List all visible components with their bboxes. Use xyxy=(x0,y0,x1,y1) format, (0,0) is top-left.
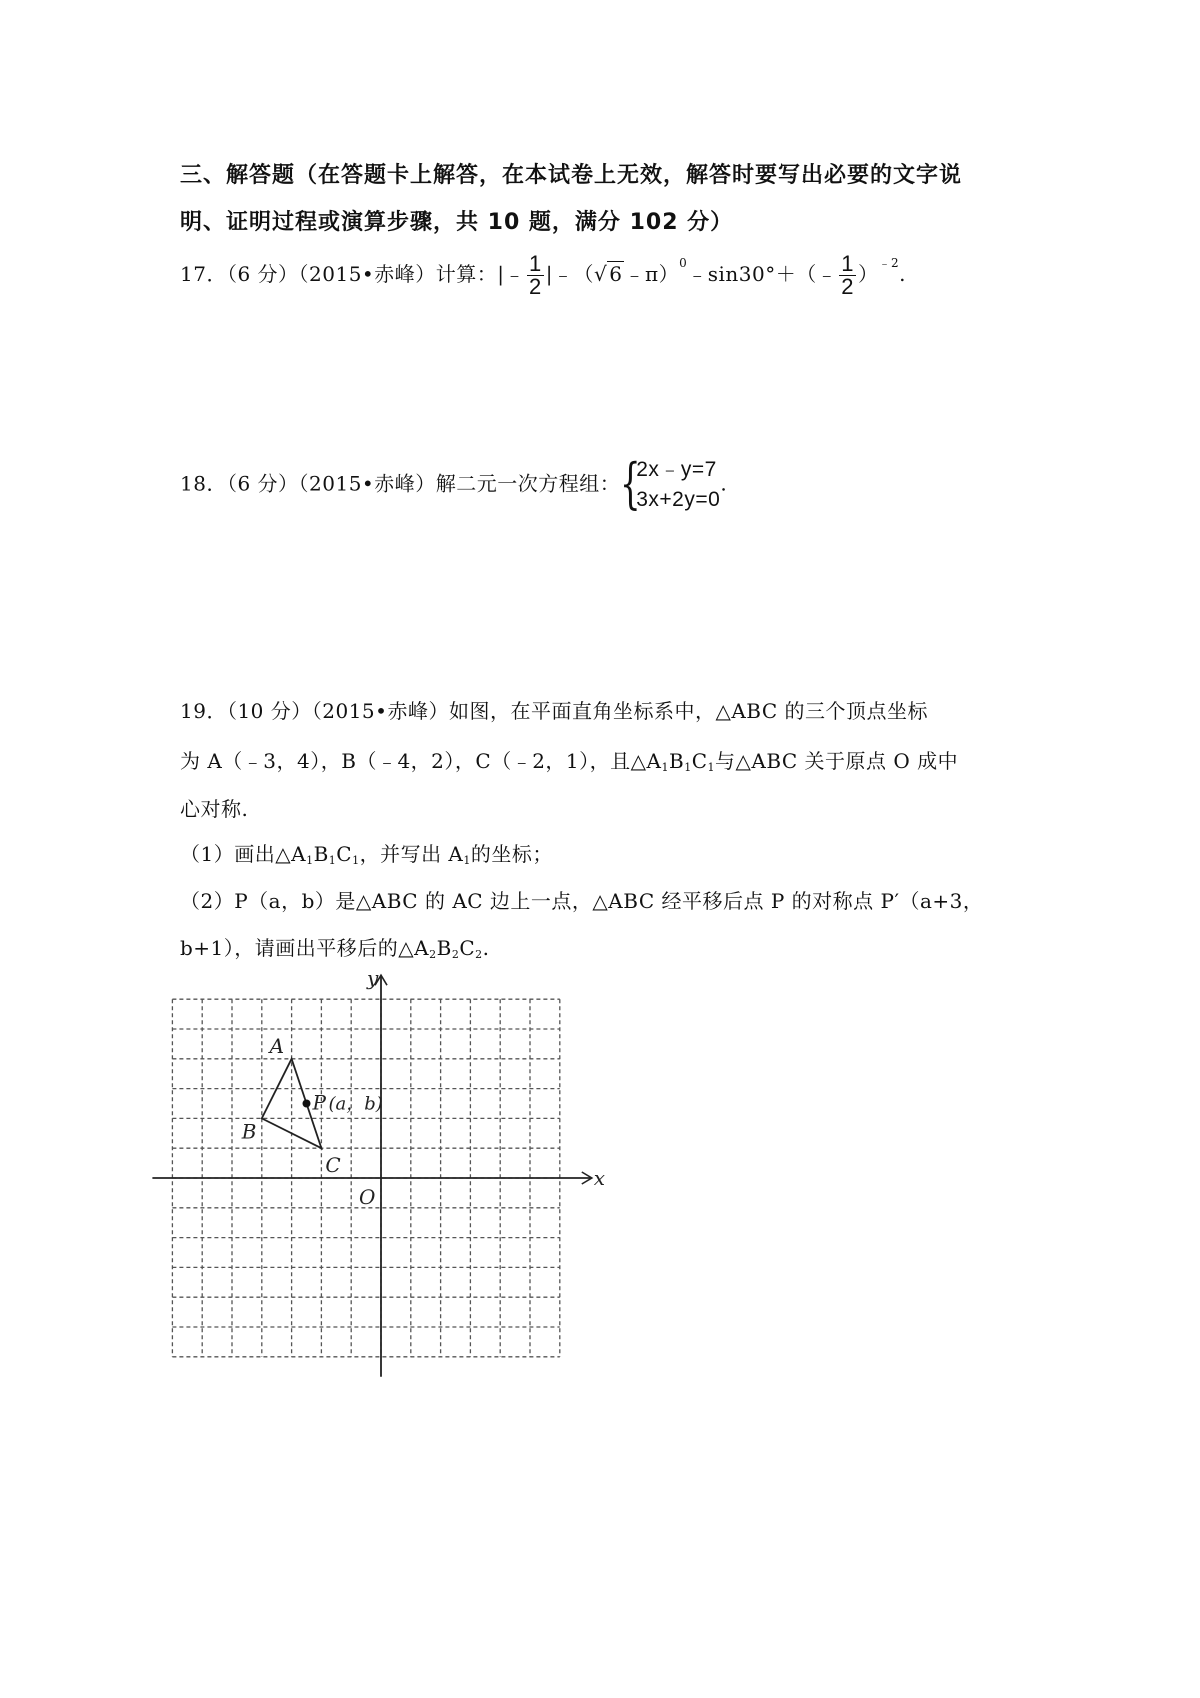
q17-frac2-num: 1 xyxy=(841,251,855,276)
q17-end: . xyxy=(899,262,907,286)
point-label-p: P xyxy=(312,1090,326,1115)
q19-line1: 19．（10 分）（2015•赤峰）如图，在平面直角坐标系中，△ABC 的三个顶点坐标 xyxy=(180,699,929,723)
q19-p1-d: ，并写出 A xyxy=(359,842,464,866)
q19-p1-sub3: 1 xyxy=(352,854,360,867)
q18-prefix: 18．（6 分）（2015•赤峰）解二元一次方程组： xyxy=(180,471,621,496)
q18-equation-1: 2x﹣y=7 xyxy=(636,458,717,481)
q19-p1-e: 的坐标； xyxy=(470,842,553,866)
q17-sqrt-value: 6 xyxy=(609,262,623,286)
q19-p2-c: C xyxy=(459,936,476,960)
q19-p1-sub2: 1 xyxy=(328,854,337,867)
q17-frac-num: 1 xyxy=(528,251,542,276)
q19-p2-a: b+1），请画出平移后的△A xyxy=(180,936,430,960)
q17-sqrt-sign: √ xyxy=(593,262,608,286)
section-heading-line2: 明、证明过程或演算步骤，共 10 题，满分 102 分） xyxy=(180,210,734,235)
q17-frac2-den: 2 xyxy=(841,274,855,299)
q18-equation-2: 3x+2y=0 xyxy=(636,488,721,511)
axis-label-y: y xyxy=(367,966,379,991)
vertex-label-a: A xyxy=(269,1033,285,1058)
q19-line2-sub1: 1 xyxy=(661,761,669,774)
q18-brace: { xyxy=(620,452,642,515)
q17-abs-close: |﹣（ xyxy=(545,262,594,286)
q19-line3: 心对称. xyxy=(180,797,249,821)
q17-abs-open: |﹣ xyxy=(497,262,525,286)
q19-p2-b: B xyxy=(436,936,452,960)
q19-p1-a: （1）画出△A xyxy=(180,842,307,866)
q19-p2-sub3: 2 xyxy=(475,948,483,961)
axis-label-x: x xyxy=(593,1166,606,1190)
q19-p2-sub1: 2 xyxy=(429,948,437,961)
q19-line2-a: 为 A（﹣3，4），B（﹣4，2），C（﹣2，1），且△A xyxy=(180,749,662,773)
q19-line2-sub2: 1 xyxy=(684,761,692,774)
q19-line2-b: B xyxy=(668,749,685,773)
q19-line2-sub3: 1 xyxy=(707,761,715,774)
q19-part2-line1: （2）P（a，b）是△ABC 的 AC 边上一点，△ABC 经平移后点 P 的对称点 P′（a+3， xyxy=(180,889,984,913)
point-p-coordinates: (a，b) xyxy=(328,1093,383,1115)
q17-frac-den: 2 xyxy=(528,274,542,299)
vertex-label-b: B xyxy=(241,1119,257,1144)
figure-labels xyxy=(241,966,605,1209)
q19-p1-b: B xyxy=(313,842,329,866)
point-p-dot xyxy=(303,1100,311,1108)
q17-close: ） xyxy=(858,262,879,286)
q17-after-sqrt: ﹣π） xyxy=(624,262,680,286)
q19-p1-sub4: 1 xyxy=(463,854,471,867)
q17-mid: ﹣sin30°＋（﹣ xyxy=(687,262,838,286)
q17-prefix: 17．（6 分）（2015•赤峰）计算： xyxy=(180,262,498,286)
q17-exponent-neg2: ﹣2 xyxy=(878,256,900,270)
q19-line2-d: 与△ABC 关于原点 O 成中 xyxy=(715,749,959,773)
q19-p2-d: . xyxy=(482,936,490,960)
origin-label: O xyxy=(359,1185,376,1209)
q19-p2-sub2: 2 xyxy=(451,948,460,961)
q17-exponent-zero: 0 xyxy=(679,256,688,270)
axes xyxy=(152,975,591,1377)
vertex-label-c: C xyxy=(325,1153,341,1178)
q18-end: . xyxy=(720,471,728,496)
q19-p1-c: C xyxy=(336,842,353,866)
q19-p1-sub1: 1 xyxy=(306,854,314,867)
q19-line2-c: C xyxy=(691,749,708,773)
section-heading-line1: 三、解答题（在答题卡上解答，在本试卷上无效，解答时要写出必要的文字说 xyxy=(180,163,963,188)
